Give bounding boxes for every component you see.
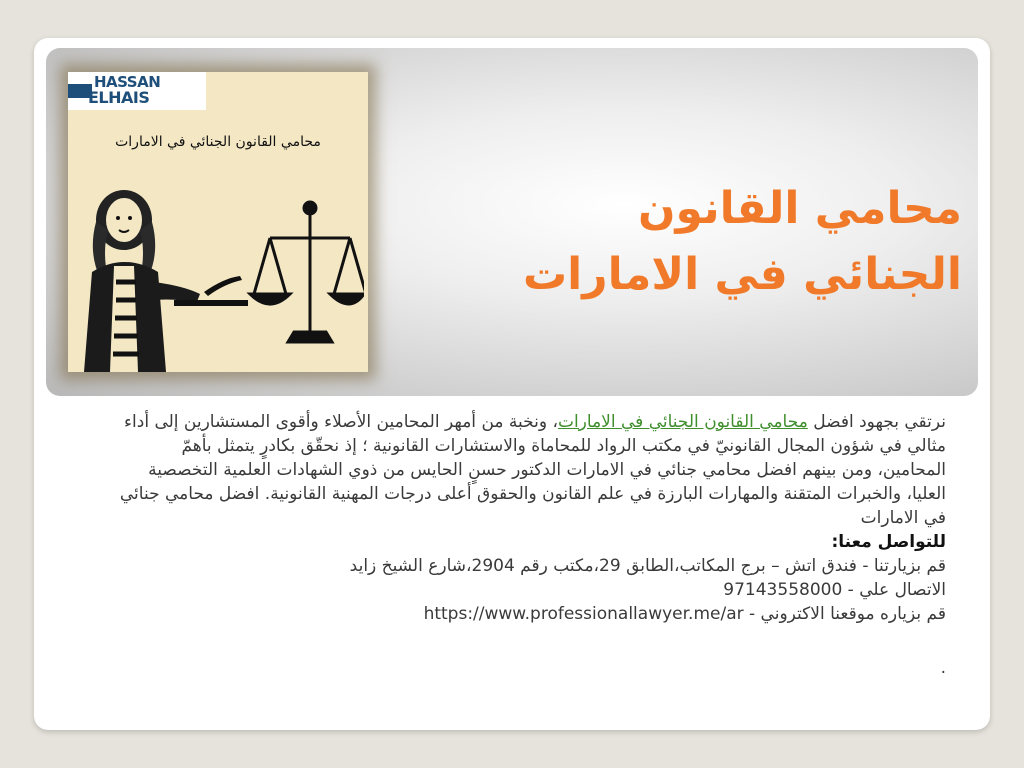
intro-prefix: نرتقي بجهود افضل — [807, 412, 946, 432]
slide-title — [442, 176, 962, 308]
visit-address: قم بزيارتنا - فندق اتش – برج المكاتب،الطابق 29،مكتب رقم 2904،شارع الشيخ زايد — [349, 556, 946, 576]
slide — [34, 38, 990, 730]
trailing-dot: . — [940, 658, 946, 678]
contact-heading: للتواصل معنا: — [831, 532, 946, 552]
judge-icon — [84, 190, 248, 372]
website-line: قم بزياره موقعنا الاكتروني - https://www.professionallawyer.me/ar — [423, 604, 946, 624]
slide-title-line-2: الجنائي في الامارات — [522, 249, 962, 300]
logo-line-2: ELHAIS — [88, 88, 150, 107]
slide-title-line-1: محامي القانون — [637, 183, 962, 234]
banner — [46, 48, 978, 396]
intro-suffix: ، ونخبة من أمهر المحامين الأصلاء وأقوى المستشارين إلى أداء مثالي في شؤون المجال القانونيّ في مكتب الرواد للمحاماة والاستشارات القانونية ؛ إذ نحقّق بكادرٍ يتمثل بأهمّ المحامين، ومن بينهم افضل محامي جنائي في الامارات الدكتور حسنٍ الحايس من ذوي الشهادات العلمية التخصصية العليا، والخبرات المتقنة والمهارات البارزة في علم القانون والحقوق أعلى درجات المهنية القانونية. افضل محامي جنائي في الامارات — [119, 412, 946, 528]
cover-title: محامي القانون الجنائي في الامارات — [115, 134, 321, 150]
book-cover-image — [68, 72, 368, 372]
scales-of-justice-icon — [250, 202, 364, 342]
intro-paragraph — [110, 410, 946, 530]
phone-line: الاتصال علي - 97143558000 — [723, 580, 946, 600]
body-text — [110, 410, 946, 680]
judge-and-scales-illustration — [74, 182, 364, 372]
hassan-elhais-logo — [68, 72, 206, 110]
logo-line-1: HASSAN — [94, 73, 161, 91]
criminal-lawyer-link[interactable]: محامي القانون الجنائي في الامارات — [557, 412, 808, 432]
